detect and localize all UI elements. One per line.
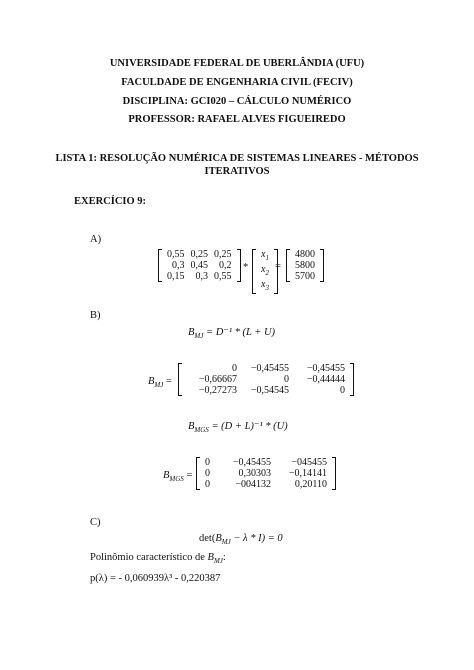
rhs-cell: 5700: [295, 271, 315, 282]
faculty-name: FACULDADE DE ENGENHARIA CIVIL (FECIV): [121, 77, 353, 88]
coefficient-matrix: [158, 249, 241, 282]
bmgs-formula: $B_{MGS} = (D + L)^{-1} * (U)$: [188, 421, 288, 435]
matrix-cell: −0,27273: [198, 385, 237, 396]
matrix-cell: −0,45455: [250, 363, 289, 374]
matrix-cell: −045455: [291, 457, 327, 468]
multiply-symbol: *: [243, 262, 249, 273]
bmgs-matrix: [196, 457, 336, 490]
part-a-label: A): [90, 234, 102, 245]
part-b-label: B): [90, 310, 101, 321]
matrix-cell: 0: [205, 457, 210, 468]
matrix-cell: 0,30303: [238, 468, 271, 479]
characteristic-equation: $\det(B_{MJ} - \lambda * I) = 0$: [199, 533, 283, 547]
matrix-cell: 0,3: [195, 271, 208, 282]
rhs-cell: 4800: [295, 249, 315, 260]
bmj-matrix: [178, 363, 354, 396]
matrix-cell: 0,45: [190, 260, 208, 271]
rhs-cell: 5800: [295, 260, 315, 271]
list-title: LISTA 1: RESOLUÇÃO NUMÉRICA DE SISTEMAS LINEARES - MÉTODOS ITERATIVOS: [55, 153, 419, 177]
matrix-cell: 0,15: [167, 271, 185, 282]
discipline-name: DISCIPLINA: GCI020 – CÁLCULO NUMÉRICO: [122, 96, 352, 107]
equals-sign: =: [275, 261, 281, 272]
matrix-cell: 0: [205, 479, 210, 490]
bmj-formula: $B_{MJ} = D^{-1} * (L + U)$: [188, 327, 276, 341]
matrix-cell: 0,25: [214, 249, 232, 260]
matrix-cell: −0,44444: [306, 374, 345, 385]
unknown-x3: $x_3$: [261, 279, 269, 292]
exercise-heading: EXERCÍCIO 9:: [74, 196, 147, 207]
bmgs-label: $B_{MGS}$ =: [163, 470, 193, 484]
matrix-cell: −0,66667: [198, 374, 237, 385]
professor-name: PROFESSOR: RAFAEL ALVES FIGUEIREDO: [128, 114, 346, 125]
matrix-cell: 0,3: [172, 260, 185, 271]
characteristic-polynomial: p(λ) = - 0,060939λ³ - 0,220387: [90, 573, 221, 584]
matrix-cell: 0: [284, 374, 289, 385]
matrix-cell: 0: [340, 385, 345, 396]
matrix-cell: 0: [205, 468, 210, 479]
matrix-cell: −004132: [235, 479, 271, 490]
matrix-cell: −0,45455: [306, 363, 345, 374]
matrix-cell: 0: [232, 363, 237, 374]
university-name: UNIVERSIDADE FEDERAL DE UBERLÂNDIA (UFU): [109, 58, 365, 69]
matrix-cell: 0,25: [190, 249, 208, 260]
matrix-cell: 0,20110: [294, 479, 327, 490]
polynomial-label: Polinômio característico de $B_{MJ}$:: [90, 552, 226, 566]
bmj-label: $B_{MJ}$ =: [148, 376, 172, 390]
matrix-cell: 0,2: [219, 260, 232, 271]
matrix-cell: −0,54545: [250, 385, 289, 396]
matrix-cell: −0,45455: [232, 457, 271, 468]
unknown-x2: $x_2$: [261, 264, 269, 277]
matrix-cell: −0,14141: [288, 468, 327, 479]
matrix-cell: 0,55: [167, 249, 185, 260]
part-c-label: C): [90, 517, 101, 528]
unknown-x1: $x_1$: [261, 249, 269, 262]
matrix-cell: 0,55: [214, 271, 232, 282]
rhs-vector: [286, 249, 324, 282]
